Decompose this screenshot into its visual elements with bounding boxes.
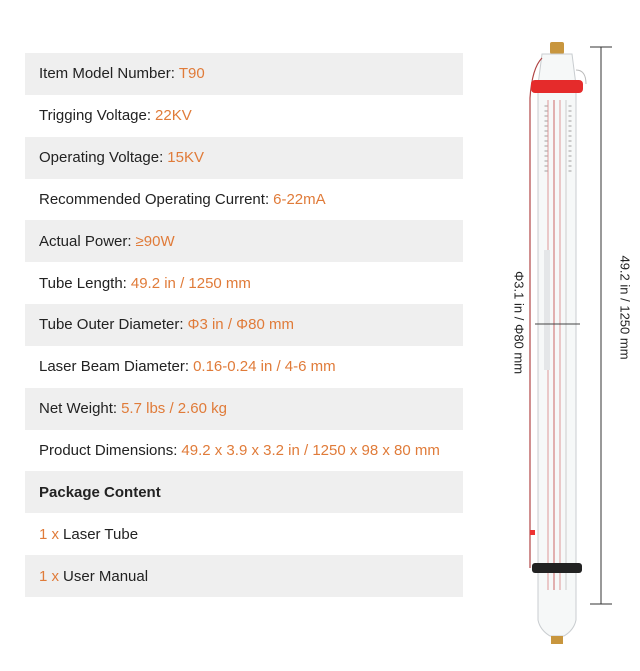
spec-row [25, 220, 463, 262]
spec-row [25, 388, 463, 430]
spec-row [25, 53, 463, 95]
spec-table [25, 53, 463, 597]
spec-row [25, 262, 463, 304]
length-label: 49.2 in / 1250 mm [617, 255, 633, 360]
package-name: User Manual [63, 567, 149, 585]
spec-value: 15KV [167, 149, 204, 167]
spec-label: Recommended Operating Current: [39, 190, 270, 208]
package-qty: 1 x [39, 567, 60, 585]
diameter-label: Φ3.1 in / Φ80 mm [511, 270, 527, 375]
spec-row [25, 179, 463, 221]
spec-label: Net Weight: [39, 400, 118, 418]
spec-label: Tube Length: [39, 274, 127, 292]
package-content-heading: Package Content [25, 471, 463, 513]
package-name: Laser Tube [63, 525, 139, 543]
package-item [25, 513, 463, 555]
spec-label: Laser Beam Diameter: [39, 358, 190, 376]
spec-label: Operating Voltage: [39, 149, 164, 167]
spec-row [25, 304, 463, 346]
spec-row [25, 346, 463, 388]
spec-row [25, 430, 463, 472]
spec-value: 22KV [155, 107, 192, 125]
spec-label: Tube Outer Diameter: [39, 316, 184, 334]
laser-tube-icon [530, 42, 612, 644]
spec-row [25, 137, 463, 179]
spec-label: Item Model Number: [39, 65, 175, 83]
spec-label: Trigging Voltage: [39, 107, 152, 125]
spec-value: 0.16-0.24 in / 4-6 mm [193, 358, 336, 376]
spec-label: Actual Power: [39, 232, 132, 250]
spec-value: 5.7 lbs / 2.60 kg [121, 400, 227, 418]
spec-value: T90 [178, 65, 205, 83]
spec-value: 49.2 x 3.9 x 3.2 in / 1250 x 98 x 80 mm [181, 442, 440, 460]
spec-value: ≥90W [135, 232, 175, 250]
spec-value: 49.2 in / 1250 mm [130, 274, 251, 292]
package-item [25, 555, 463, 597]
spec-row [25, 95, 463, 137]
spec-value: Φ3 in / Φ80 mm [187, 316, 294, 334]
spec-value: 6-22mA [273, 190, 326, 208]
spec-label: Product Dimensions: [39, 442, 178, 460]
package-qty: 1 x [39, 525, 60, 543]
